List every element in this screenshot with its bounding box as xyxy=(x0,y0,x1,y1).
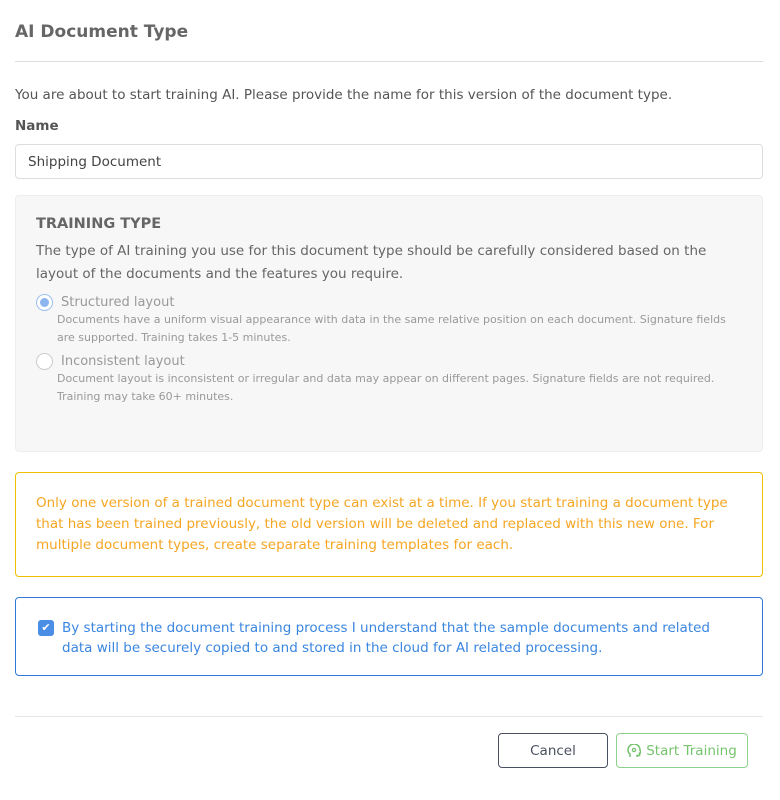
name-label: Name xyxy=(15,118,59,134)
intro-text: You are about to start training AI. Please provide the name for this version of the document type. xyxy=(15,87,673,103)
brain-head-icon xyxy=(627,744,641,758)
dialog-title: AI Document Type xyxy=(15,22,189,42)
divider xyxy=(15,61,763,62)
name-input[interactable] xyxy=(15,144,763,179)
option-label: Inconsistent layout xyxy=(61,354,185,369)
training-type-heading: TRAINING TYPE xyxy=(36,216,162,232)
warning-box: Only one version of a trained document type can exist at a time. If you start training a document type that has been trained previously, the old version will be deleted and replaced with this new one. For multiple document types, create separate training templates for each. xyxy=(15,472,763,577)
option-description: Documents have a uniform visual appearance with data in the same relative position on each document. Signature fields are supported. Training takes 1-5 minutes. xyxy=(57,313,726,344)
start-training-label: Start Training xyxy=(646,742,737,759)
cancel-label: Cancel xyxy=(530,742,576,759)
radio-structured-layout[interactable] xyxy=(36,294,742,311)
training-type-description: The type of AI training you use for this document type should be carefully considered based on the layout of the documents and the features you require. xyxy=(36,243,707,282)
agreement-checkbox[interactable]: ✔ xyxy=(38,620,54,636)
radio-selected-icon[interactable] xyxy=(36,294,53,311)
option-description: Document layout is inconsistent or irregular and data may appear on different pages. Signature fields are not required. Training may take 60+ minutes. xyxy=(57,372,715,403)
option-label: Structured layout xyxy=(61,295,175,310)
cancel-button[interactable] xyxy=(498,733,608,768)
radio-unselected-icon[interactable] xyxy=(36,353,53,370)
training-type-panel xyxy=(15,195,763,452)
divider xyxy=(15,716,763,717)
agreement-box xyxy=(15,597,763,676)
agreement-text: By starting the document training process I understand that the sample documents and related data will be securely copied to and stored in the cloud for AI related processing. xyxy=(62,620,710,656)
start-training-button[interactable] xyxy=(616,733,748,768)
radio-inconsistent-layout[interactable] xyxy=(36,353,742,370)
